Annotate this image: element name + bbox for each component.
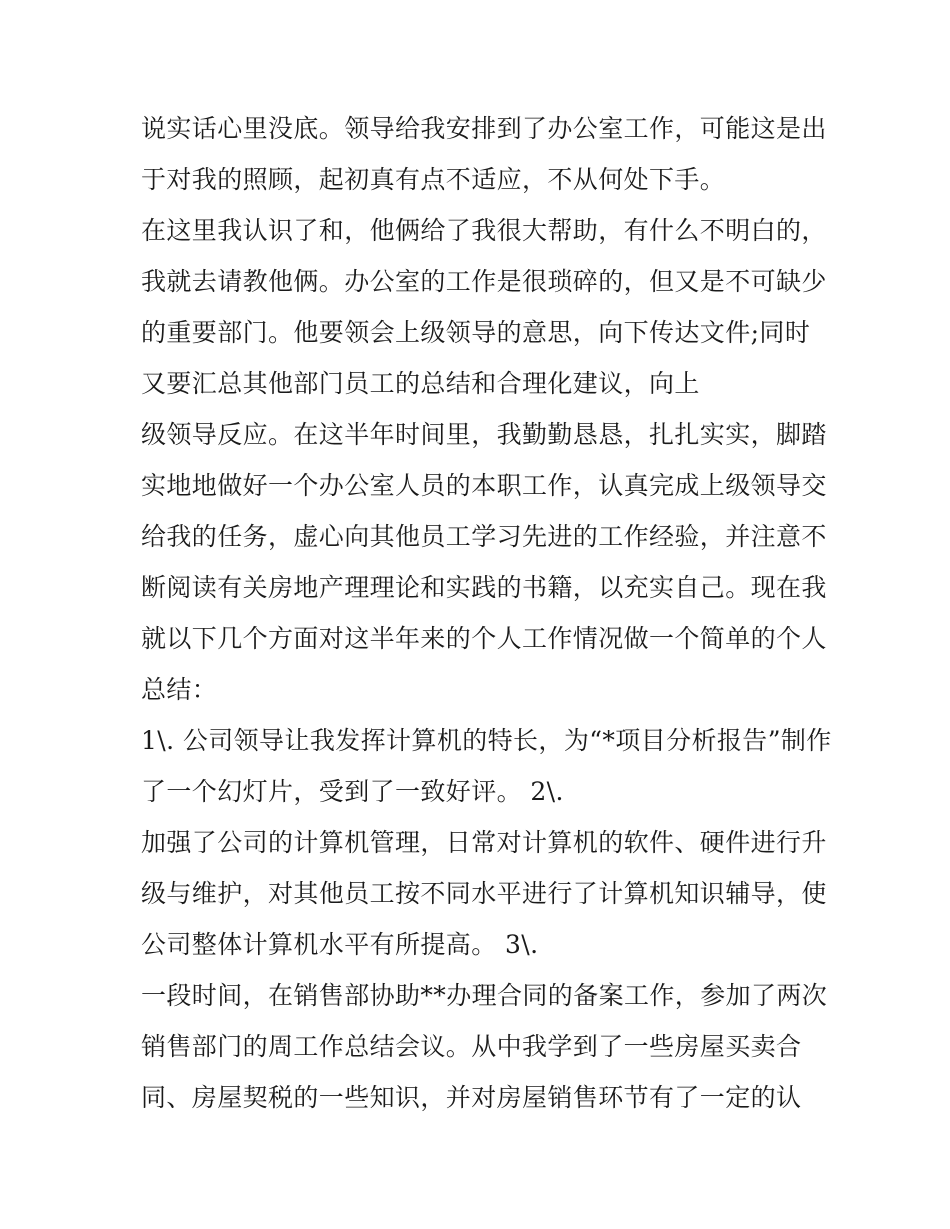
text-line: 一段时间，在销售部协助**办理合同的备案工作，参加了两次 [141,981,828,1010]
text-line: 销售部门的周工作总结会议。从中我学到了一些房屋买卖合 [141,1032,802,1061]
text-line: 了一个幻灯片，受到了一致好评。 2\. [141,777,564,806]
text-line: 于对我的照顾，起初真有点不适应，不从何处下手。 [141,165,726,194]
text-line: 1\. 公司领导让我发挥计算机的特长，为“*项目分析报告”制作 [141,726,832,755]
document-body [141,103,832,1123]
text-line: 实地地做好一个办公室人员的本职工作，认真完成上级领导交 [141,471,827,500]
text-line: 就以下几个方面对这半年来的个人工作情况做一个简单的个人 [141,624,827,653]
text-line: 总结： [141,675,218,704]
text-line: 的重要部门。他要领会上级领导的意思，向下传达文件;同时 [141,318,811,347]
text-line: 级与维护，对其他员工按不同水平进行了计算机知识辅导，使 [141,879,827,908]
text-line: 说实话心里没底。领导给我安排到了办公室工作，可能这是出 [141,114,827,143]
text-line: 加强了公司的计算机管理，日常对计算机的软件、硬件进行升 [141,828,827,857]
text-line: 给我的任务，虚心向其他员工学习先进的工作经验，并注意不 [141,522,827,551]
text-line: 断阅读有关房地产理理论和实践的书籍，以充实自己。现在我 [141,573,827,602]
text-line: 在这里我认识了和，他俩给了我很大帮助，有什么不明白的， [141,216,827,245]
text-line: 我就去请教他俩。办公室的工作是很琐碎的，但又是不可缺少 [141,267,827,296]
text-line: 同、房屋契税的一些知识，并对房屋销售环节有了一定的认 [141,1083,802,1112]
text-line: 级领导反应。在这半年时间里，我勤勤恳恳，扎扎实实，脚踏 [141,420,827,449]
text-line: 公司整体计算机水平有所提高。 3\. [141,930,539,959]
text-line: 又要汇总其他部门员工的总结和合理化建议，向上 [141,369,700,398]
